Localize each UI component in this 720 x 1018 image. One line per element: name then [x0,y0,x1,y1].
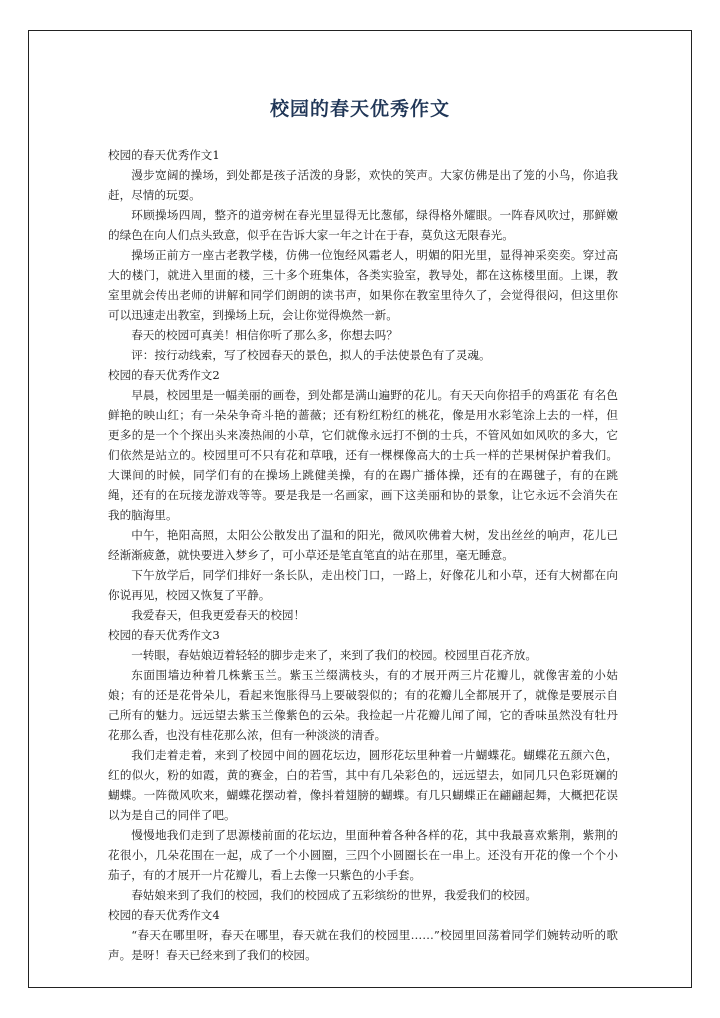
paragraph: 下午放学后，同学们排好一条长队，走出校门口，一路上，好像花儿和小草，还有大树都在向你说再见，校园又恢复了平静。 [108,568,618,602]
paragraph: 春姑娘来到了我们的校园，我们的校园成了五彩缤纷的世界，我爱我们的校园。 [131,888,537,902]
paragraph: 我们走着走着，来到了校园中间的圆花坛边，圆形花坛里种着一片蝴蝶花。蝴蝶花五颜六色，红的似火，粉的如霞，黄的赛金，白的若雪，其中有几朵彩色的，远远望去，如同几只色彩斑斓的蝴蝶。一阵微风吹来，蝴蝶花摆动着，像抖着翅膀的蝴蝶。有几只蝴蝶正在翩翩起舞，大概把花误以为是自己的同伴了吧。 [108,748,618,822]
paragraph: 一转眼，春姑娘迈着轻轻的脚步走来了，来到了我们的校园。校园里百花齐放。 [131,648,537,662]
paragraph: 我爱春天，但我更爱春天的校园！ [131,608,306,622]
essay-heading: 校园的春天优秀作文2 [108,368,220,382]
essay-heading: 校园的春天优秀作文1 [108,148,220,162]
document-title: 校园的春天优秀作文 [269,98,450,120]
essay-heading: 校园的春天优秀作文3 [108,628,220,642]
paragraph: 漫步宽阔的操场，到处都是孩子活泼的身影，欢快的笑声。大家仿佛是出了笼的小鸟，你追我赶，尽情的玩耍。 [108,168,618,202]
paragraph: 操场正前方一座古老教学楼，仿佛一位饱经风霜老人，明媚的阳光里，显得神采奕奕。穿过高大的楼门，就进入里面的楼，三十多个班集体，各类实验室，教导处，都在这栋楼里面。上课，教室里就会传出老师的讲解和同学们朗朗的读书声，如果你在教室里待久了，会觉得很闷，但这里你可以迅速走出教室，到操场上玩，会让你觉得焕然一新。 [108,248,618,322]
paragraph: “春天在哪里呀，春天在哪里，春天就在我们的校园里……”校园里回荡着同学们婉转动听的歌声。是呀！春天已经来到了我们的校园。 [108,928,618,962]
paragraph: 慢慢地我们走到了思源楼前面的花坛边，里面种着各种各样的花，其中我最喜欢紫荆，紫荆的花很小，几朵花围在一起，成了一个小圆圈，三四个小圆圈长在一串上。还没有开花的像一个个小茄子，有的才展开一片花瓣儿，看上去像一只紫色的小手套。 [108,828,618,882]
essay-heading: 校园的春天优秀作文4 [108,908,220,922]
paragraph: 中午，艳阳高照，太阳公公散发出了温和的阳光，微风吹佛着大树，发出丝丝的响声，花儿已经渐渐疲惫，就快要进入梦乡了，可小草还是笔直笔直的站在那里，毫无睡意。 [108,528,618,562]
paragraph: 东面围墙边种着几株紫玉兰。紫玉兰缀满枝头，有的才展开两三片花瓣儿，就像害羞的小姑娘；有的还是花骨朵儿，看起来饱胀得马上要破裂似的；有的花瓣儿全都展开了，就像是要展示自己所有的魅力。远远望去紫玉兰像紫色的云朵。我捡起一片花瓣儿闻了闻，它的香味虽然没有牡丹花那么香，也没有桂花那么浓，但有一种淡淡的清香。 [108,668,618,742]
document-body [108,145,618,965]
paragraph: 春天的校园可真美！相信你听了那么多，你想去吗？ [131,328,398,342]
paragraph: 环顾操场四周，整齐的道旁树在春光里显得无比葱郁，绿得格外耀眼。一阵春风吹过，那鲜嫩的绿色在向人们点头致意，似乎在告诉大家一年之计在于春，莫负这无限春光。 [108,208,618,242]
paragraph: 早晨，校园里是一幅美丽的画卷，到处都是满山遍野的花儿。有天天向你招手的鸡蛋花 有名色鲜艳的映山红；有一朵朵争奇斗艳的蔷薇；还有粉红粉红的桃花，像是用水彩笔涂上去的一样，但更多的是一个个探出头来凑热闹的小草，它们就像永远打不倒的士兵，不管风如如风吹的多大，它们依然是站立的。校园里可不只有花和草哦，还有一棵棵像高大的士兵一样的芒果树保护着我们。大课间的时候，同学们有的在操场上跳健美操，有的在踢广播体操，还有的在踢毽子，有的在跳绳，还有的在玩接龙游戏等等。要是我是一名画家，画下这美丽和协的景象，让它永远不会消失在我的脑海里。 [108,388,618,522]
paragraph: 评：按行动线索，写了校园春天的景色，拟人的手法使景色有了灵魂。 [131,348,491,362]
